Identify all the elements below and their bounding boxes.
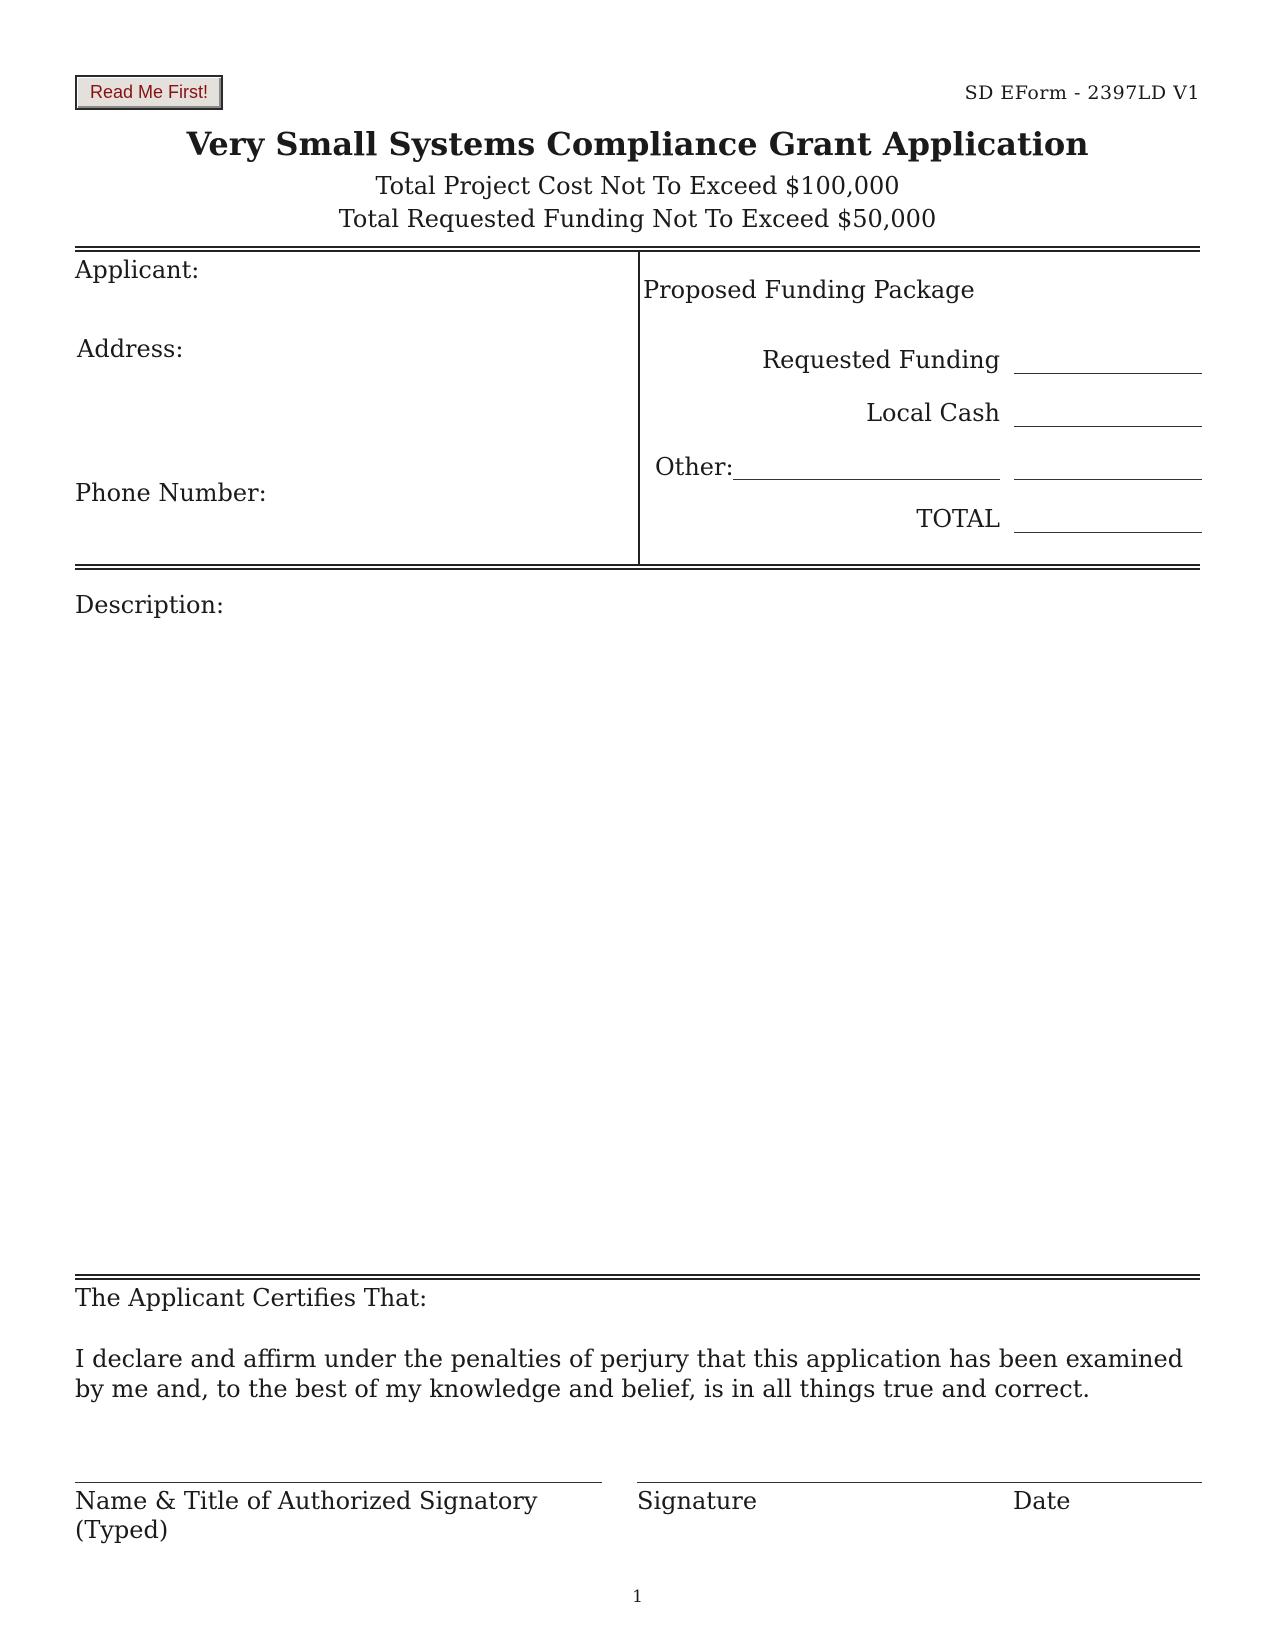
phone-number-label: Phone Number: [75, 479, 267, 507]
name-title-line [75, 1482, 602, 1483]
signature-date-line [637, 1482, 1202, 1483]
phone-number-input[interactable] [275, 479, 629, 507]
description-label: Description: [75, 591, 225, 619]
other-label: Other: [655, 453, 734, 481]
typed-label: (Typed) [75, 1516, 169, 1544]
certification-heading: The Applicant Certifies That: [75, 1284, 428, 1312]
applicant-input[interactable] [215, 256, 629, 284]
certification-text-line-2: by me and, to the best of my knowledge and belief, is in all things true and correct. [75, 1375, 1090, 1403]
local-cash-label: Local Cash [866, 399, 1000, 427]
signature-label: Signature [637, 1487, 758, 1515]
address-input[interactable] [200, 333, 629, 443]
certification-text-line-1: I declare and affirm under the penalties of perjury that this application has been examined [75, 1345, 1184, 1373]
description-input[interactable] [75, 625, 1204, 1265]
requested-funding-label: Requested Funding [762, 346, 1000, 374]
total-label: TOTAL [916, 505, 1000, 533]
applicant-label: Applicant: [75, 256, 200, 284]
requested-funding-line [1014, 373, 1202, 374]
date-input[interactable] [1012, 1450, 1206, 1480]
page-number: 1 [632, 1587, 643, 1607]
local-cash-input[interactable] [1014, 398, 1206, 426]
read-me-first-button[interactable]: Read Me First! [75, 75, 223, 110]
name-title-input[interactable] [75, 1450, 606, 1480]
address-label: Address: [77, 335, 184, 363]
section-divider [638, 252, 640, 566]
total-line [1014, 532, 1202, 533]
signature-input[interactable] [637, 1450, 1001, 1480]
local-cash-line [1014, 426, 1202, 427]
other-description-input[interactable] [733, 451, 1004, 479]
form-id: SD EForm - 2397LD V1 [964, 82, 1200, 104]
page-title: Very Small Systems Compliance Grant Application [186, 125, 1089, 163]
total-input[interactable] [1014, 504, 1206, 532]
requested-funding-input[interactable] [1014, 345, 1206, 373]
other-description-line [733, 479, 1000, 480]
name-title-label: Name & Title of Authorized Signatory [75, 1487, 538, 1515]
bottom-double-rule [75, 1274, 1200, 1280]
subtitle-project-cost: Total Project Cost Not To Exceed $100,000 [375, 172, 900, 200]
subtitle-requested-funding: Total Requested Funding Not To Exceed $50,000 [338, 205, 937, 233]
funding-heading: Proposed Funding Package [643, 276, 975, 304]
other-amount-input[interactable] [1014, 451, 1206, 479]
date-label: Date [1013, 1487, 1071, 1515]
middle-double-rule [75, 564, 1200, 570]
other-amount-line [1014, 479, 1202, 480]
